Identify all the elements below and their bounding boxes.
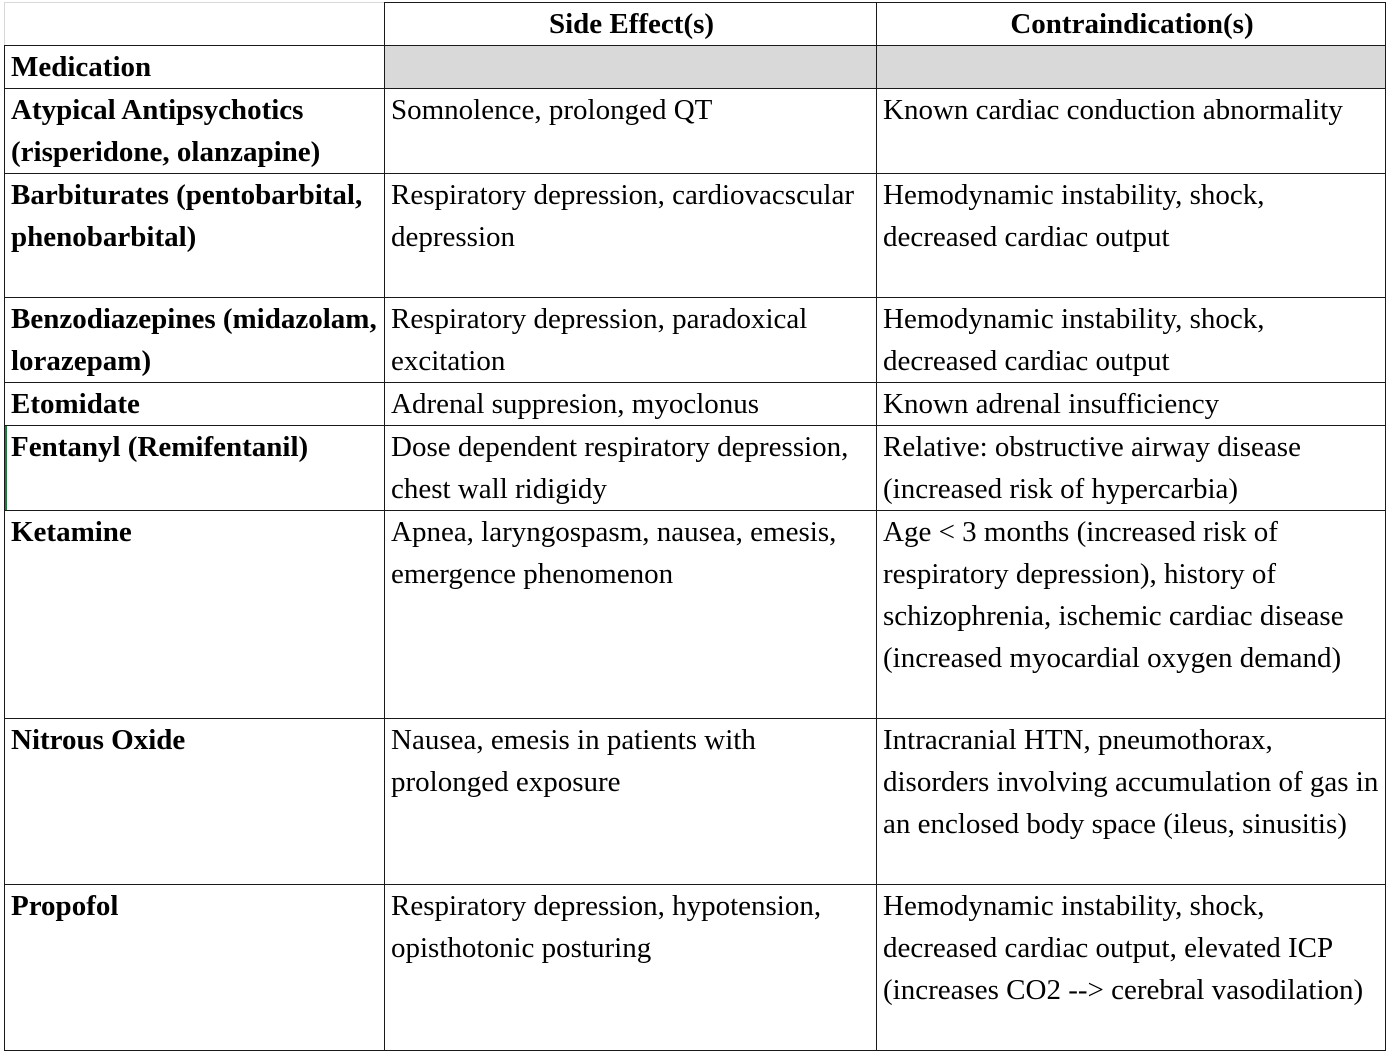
contraindications-cell[interactable]: Known cardiac conduction abnormality: [877, 89, 1386, 174]
contraindications-cell[interactable]: Hemodynamic instability, shock, decreased cardiac output: [877, 298, 1386, 383]
contraindications-cell[interactable]: Intracranial HTN, pneumothorax, disorders involving accumulation of gas in an enclosed body space (ileus, sinusitis): [877, 719, 1386, 885]
shaded-cell[interactable]: [877, 46, 1386, 89]
contraindications-cell[interactable]: Known adrenal insufficiency: [877, 383, 1386, 426]
medication-cell[interactable]: Propofol: [5, 885, 385, 1051]
medication-cell[interactable]: Atypical Antipsychotics (risperidone, olanzapine): [5, 89, 385, 174]
contraindications-cell[interactable]: Hemodynamic instability, shock, decreased cardiac output, elevated ICP (increases CO2 --> cerebral vasodilation): [877, 885, 1386, 1051]
header-contraindications[interactable]: Contraindication(s): [877, 3, 1386, 46]
side-effects-cell[interactable]: Dose dependent respiratory depression, chest wall ridigidy: [385, 426, 877, 511]
side-effects-cell[interactable]: Respiratory depression, cardiovacscular depression: [385, 174, 877, 298]
contraindications-cell[interactable]: Hemodynamic instability, shock, decreased cardiac output: [877, 174, 1386, 298]
medication-cell[interactable]: Barbiturates (pentobarbital, phenobarbital): [5, 174, 385, 298]
side-effects-cell[interactable]: Nausea, emesis in patients with prolonged exposure: [385, 719, 877, 885]
header-cell-blank[interactable]: [5, 3, 385, 46]
table-row: [5, 511, 1386, 719]
medication-cell[interactable]: Fentanyl (Remifentanil): [5, 426, 385, 511]
table-row: [5, 298, 1386, 383]
medication-cell[interactable]: Etomidate: [5, 383, 385, 426]
table-row: [5, 885, 1386, 1051]
side-effects-cell[interactable]: Respiratory depression, hypotension, opisthotonic posturing: [385, 885, 877, 1051]
medication-label-cell[interactable]: Medication: [5, 46, 385, 89]
header-row: [5, 3, 1386, 46]
side-effects-cell[interactable]: Apnea, laryngospasm, nausea, emesis, emergence phenomenon: [385, 511, 877, 719]
header-side-effects[interactable]: Side Effect(s): [385, 3, 877, 46]
table-row: [5, 174, 1386, 298]
medication-cell[interactable]: Benzodiazepines (midazolam, lorazepam): [5, 298, 385, 383]
table-row: [5, 426, 1386, 511]
contraindications-cell[interactable]: Relative: obstructive airway disease (increased risk of hypercarbia): [877, 426, 1386, 511]
medication-cell[interactable]: Nitrous Oxide: [5, 719, 385, 885]
side-effects-cell[interactable]: Respiratory depression, paradoxical excitation: [385, 298, 877, 383]
medication-table: [4, 2, 1386, 1051]
table-row: [5, 719, 1386, 885]
table-row: [5, 89, 1386, 174]
side-effects-cell[interactable]: Somnolence, prolonged QT: [385, 89, 877, 174]
medication-cell[interactable]: Ketamine: [5, 511, 385, 719]
contraindications-cell[interactable]: Age < 3 months (increased risk of respiratory depression), history of schizophrenia, ischemic cardiac disease (increased myocardial oxygen demand): [877, 511, 1386, 719]
table-row: [5, 383, 1386, 426]
label-row: [5, 46, 1386, 89]
shaded-cell[interactable]: [385, 46, 877, 89]
side-effects-cell[interactable]: Adrenal suppresion, myoclonus: [385, 383, 877, 426]
